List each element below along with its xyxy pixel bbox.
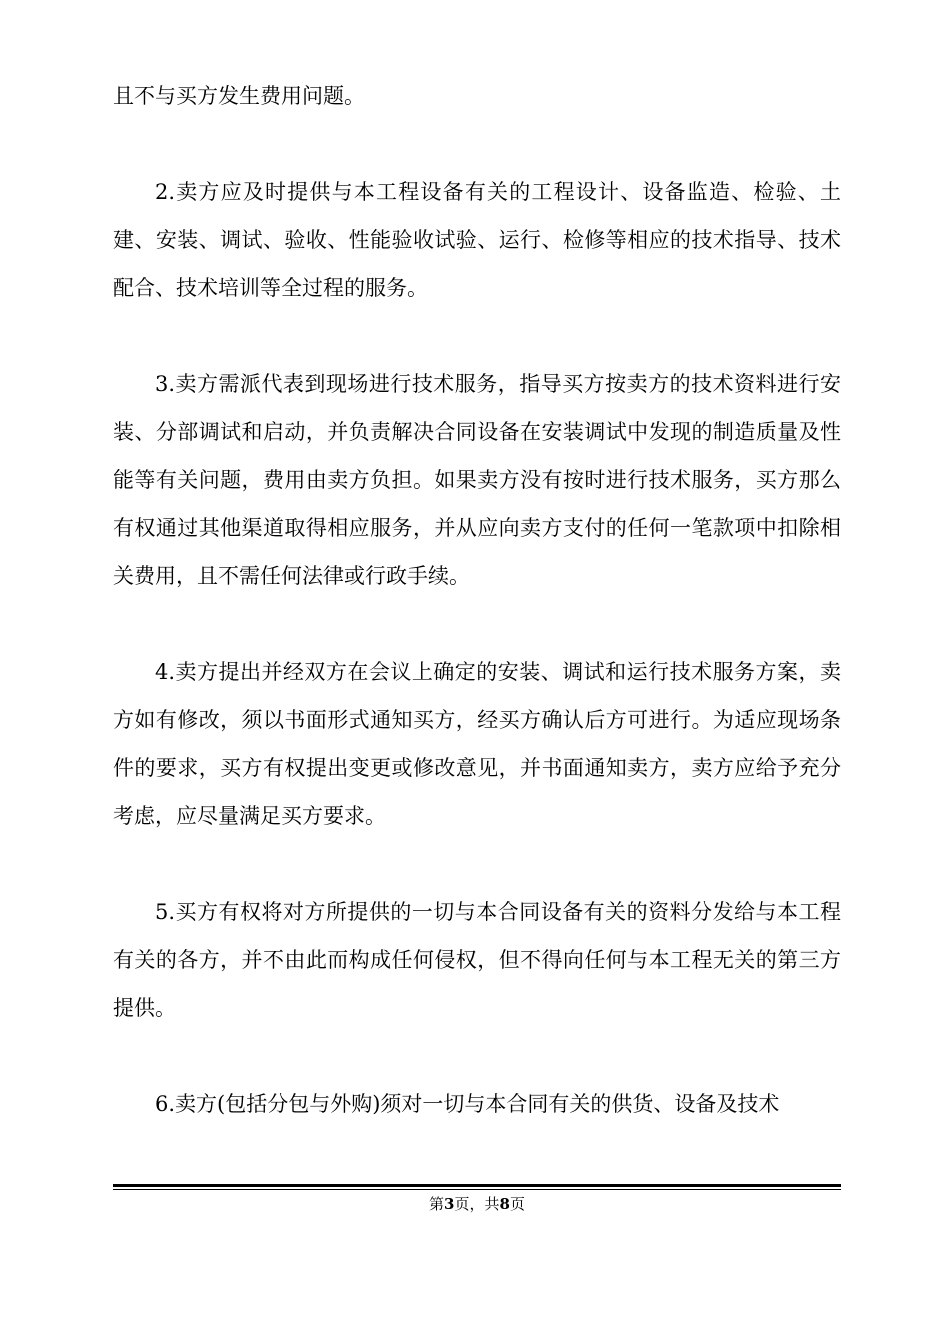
page-number-footer bbox=[113, 1194, 841, 1214]
footer-divider-thin bbox=[113, 1189, 841, 1190]
paragraph-clause-5: 5.买方有权将对方所提供的一切与本合同设备有关的资料分发给与本工程有关的各方，并不由此而构成任何侵权，但不得向任何与本工程无关的第三方提供。 bbox=[113, 900, 841, 1020]
current-page-number: 3 bbox=[444, 1195, 455, 1213]
total-page-count: 8 bbox=[499, 1195, 510, 1213]
paragraph-clause-6: 6.卖方(包括分包与外购)须对一切与本合同有关的供货、设备及技术 bbox=[155, 1092, 780, 1116]
paragraph-clause-4: 4.卖方提出并经双方在会议上确定的安装、调试和运行技术服务方案，卖方如有修改，须以书面形式通知买方，经买方确认后方可进行。为适应现场条件的要求，买方有权提出变更或修改意见，并书面通知卖方，卖方应给予充分考虑，应尽量满足买方要求。 bbox=[113, 660, 841, 828]
footer-middle: 页，共 bbox=[454, 1195, 500, 1213]
footer-prefix: 第 bbox=[429, 1195, 445, 1213]
paragraph-continuation: 且不与买方发生费用问题。 bbox=[113, 84, 365, 108]
document-body bbox=[113, 72, 841, 1176]
paragraph-clause-3: 3.卖方需派代表到现场进行技术服务，指导买方按卖方的技术资料进行安装、分部调试和启动，并负责解决合同设备在安装调试中发现的制造质量及性能等有关问题，费用由卖方负担。如果卖方没有按时进行技术服务，买方那么有权通过其他渠道取得相应服务，并从应向卖方支付的任何一笔款项中扣除相关费用，且不需任何法律或行政手续。 bbox=[113, 372, 841, 588]
footer-suffix: 页 bbox=[509, 1195, 525, 1213]
footer-divider-thick bbox=[113, 1184, 841, 1187]
paragraph-clause-2: 2.卖方应及时提供与本工程设备有关的工程设计、设备监造、检验、土建、安装、调试、验收、性能验收试验、运行、检修等相应的技术指导、技术配合、技术培训等全过程的服务。 bbox=[113, 180, 841, 300]
